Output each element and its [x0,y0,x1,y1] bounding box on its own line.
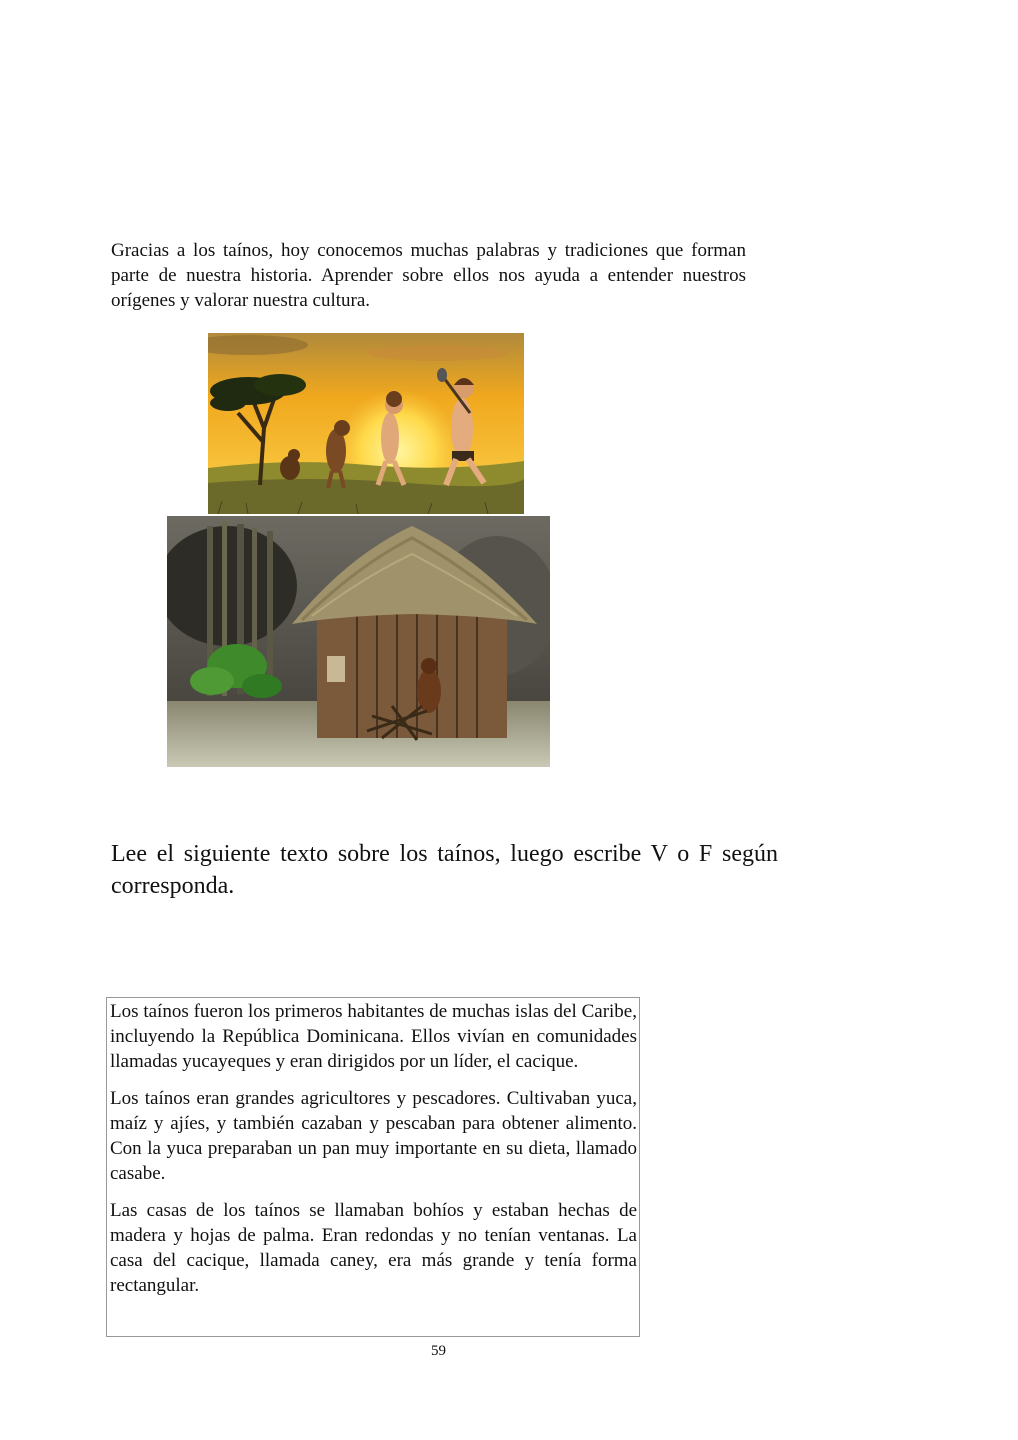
reading-text-box [106,997,640,1337]
intro-paragraph: Gracias a los taínos, hoy conocemos muchas palabras y tradiciones que forman parte de nuestra historia. Aprender sobre ellos nos ayuda a entender nuestros orígenes y valorar nuestra cultura. [111,240,746,311]
reading-paragraph: Las casas de los taínos se llamaban bohíos y estaban hechas de madera y hojas de palma. Eran redondas y no tenían ventanas. La casa del cacique, llamada caney, era más grande y tenía forma rectangular. [110,1200,637,1296]
reading-paragraph: Los taínos eran grandes agricultores y pescadores. Cultivaban yuca, maíz y ajíes, y también cazaban y pescaban para obtener alimento. Con la yuca preparaban un pan muy importante en su dieta, llamado casabe. [110,1088,637,1184]
reading-paragraph: Los taínos fueron los primeros habitantes de muchas islas del Caribe, incluyendo la República Dominicana. Ellos vivían en comunidades llamadas yucayeques y eran dirigidos por un líder, el cacique. [110,1001,637,1072]
exercise-instruction: Lee el siguiente texto sobre los taínos, luego escribe V o F según corresponda. [111,841,778,899]
taino-bohio-hut-photo [167,516,550,767]
page-number: 59 [431,1343,446,1359]
human-evolution-illustration [208,333,524,514]
